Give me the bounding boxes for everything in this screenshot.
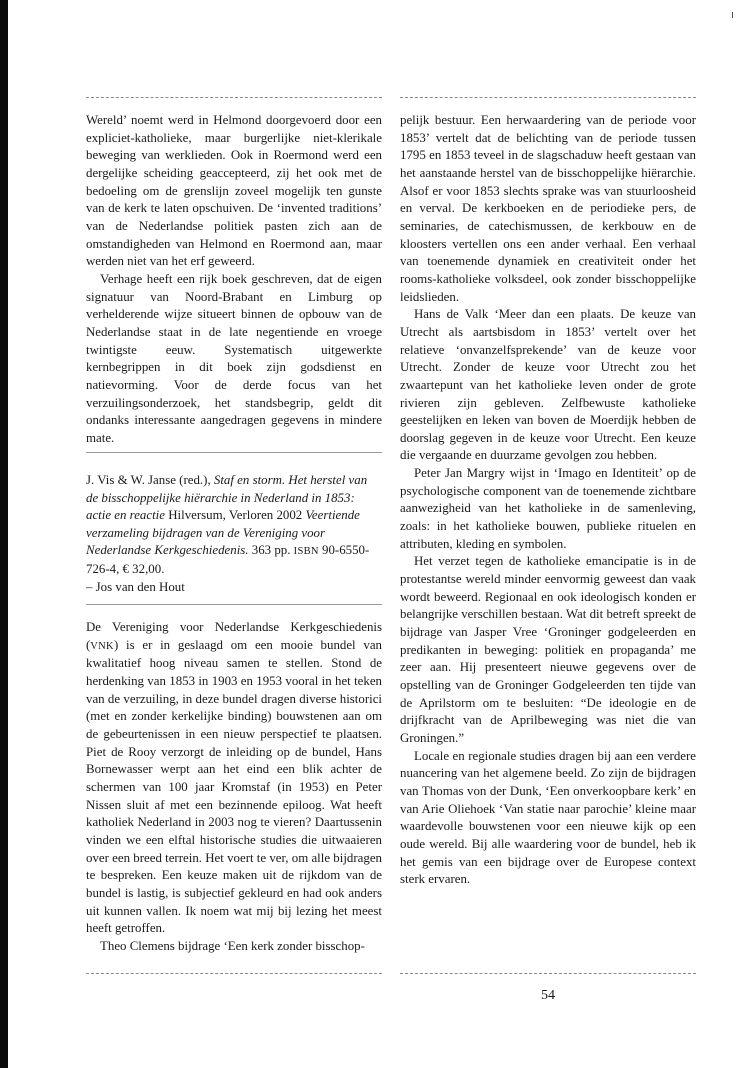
right-paragraph-4: Het verzet tegen de katholieke emancipatie is in de protestantse wereld minder eenvormig geweest dan vaak wordt beweerd. Regionaal en ook ideologisch konden er belangrijke verschillen bestaan. Wat dit betreft spreekt de bijdrage van Jasper Vree ‘Groninger godgeleerden en predikanten in beweging: politiek en propaganda’ me zeer aan. Hij presenteert nieuwe gegevens over de opstelling van de Groninger Godgeleerden ten tijde van de Aprilstorm om te besluiten: “De ideologie en de drijfkracht van de Aprilbeweging was niet die van Groningen.” xyxy=(400,554,696,745)
review1-tail xyxy=(86,112,382,447)
bottom-rule-right xyxy=(400,973,696,974)
page-number: 54 xyxy=(541,988,555,1003)
review2-publisher: Hilversum, Verloren 2002 xyxy=(168,508,303,523)
review2-isbn-price: 90-6550-726-4, € 32,00. xyxy=(86,543,370,576)
review2-p1-rest: ) is er in geslaagd om een mooie bundel van kwalitatief hoog niveau samen te stellen. Stond de herdenking van 1853 in 1903 en 1953 vooral in het teken van de verzuiling, in deze bundel dragen diverse historici (met en zonder kerkelijke binding) bouwstenen aan om de gebeurtenissen in een nieuw perspectief te plaatsen. Piet de Rooy verzorgt de inleiding op de bundel, Hans Bornewasser werpt aan het eind een blik achter de schermen van 100 jaar Kromstaf (in 1953) en Peter Nissen sluit af met een bezinnende epiloog. Wat heeft katholiek Nederland in 2003 nog te vieren? Daartussenin vinden we een elftal historische studies die uitwaaieren over een breed terrein. Het voert te ver, om alle bijdragen te bespreken. Een keuze maken uit de rijkdom van de bundel is lastig, is subjectief gekleurd en had ook anders uit kunnen vallen. Ik noem wat mij bij lezing het meest heeft getroffen. xyxy=(86,637,382,936)
right-paragraph-1: pelijk bestuur. Een herwaardering van de periode voor 1853’ vertelt dat de belichting van de periode tussen 1795 en 1853 teveel in de slagschaduw heeft gestaan van het aanstaande herstel van de bisschoppelijke hiërarchie. Alsof er voor 1853 slechts sprake was van stuurloosheid en verval. De kerkboeken en de periodieke pers, de seminaries, de catechismussen, de kerkbouw en de kloosters vertellen ons een ander verhaal. Een verhaal van toenemende dynamiek en creativiteit onder het rooms-katholieke volksdeel, ook zonder bisschoppelijke leidslieden. xyxy=(400,113,696,304)
review2-header xyxy=(86,472,382,596)
review2-authors: J. Vis & W. Janse (red.), xyxy=(86,473,211,487)
review-separator-1 xyxy=(86,452,382,453)
vnk-abbreviation: VNK xyxy=(90,640,114,652)
right-paragraph-3: Peter Jan Margry wijst in ‘Imago en Identiteit’ op de psychologische component van de toenemende zichtbare aanwezigheid van het katholieke in de samenleving, zoals: in het katholieke bouwen, publieke rituelen en attributen, kleding en symbolen. xyxy=(400,466,696,551)
review1-paragraph-2: Verhage heeft een rijk boek geschreven, dat de eigen signatuur van Noord-Brabant en Limburg op verhelderende wijze situeert binnen de opbouw van de Nederlandse staat in de late negentiende en vroege twintigste eeuw. Systematisch uitgewerkte kernbegrippen in dit boek zijn godsdienst en natievorming. Voor de derde focus van het verzuilingsonderzoek, het standsbegrip, geldt dit ondanks interessante aangedragen gegevens in mindere mate. xyxy=(86,271,382,445)
right-column xyxy=(400,112,696,889)
review2-isbn-label: ISBN xyxy=(293,546,319,558)
bottom-rule-left xyxy=(86,973,382,974)
review2-pages: 363 pp. xyxy=(251,543,291,558)
right-paragraph-2: Hans de Valk ‘Meer dan een plaats. De keuze van Utrecht als aartsbisdom in 1853’ vertelt over het relatieve ‘onvanzelfsprekende’ van de keuze voor Utrecht. Zonder de keuze voor Utrecht zou het zwaartepunt van het katholieke leven onder de grote rivieren zijn gebleven. Zelfbewuste katholieke geestelijken en leken van boven de Moerdijk hebben de doorslag gegeven in de keuze voor Utrecht. Een keuze die vergaande en duurzame gevolgen zou hebben. xyxy=(400,307,696,463)
review2-series: Veertiende verzameling bijdragen van de Vereniging voor Nederlandse Kerkgeschiedenis. xyxy=(86,508,360,558)
top-rule-right xyxy=(400,97,696,98)
page-binding-edge xyxy=(0,0,8,1068)
right-paragraph-5: Locale en regionale studies dragen bij aan een verdere nuancering van het algemene beeld. Zo zijn de bijdragen van Thomas von der Dunk, ‘Een onverkoopbare kerk’ en van Arie Oliehoek ‘Van statie naar parochie’ kleine maar waardevolle bouwstenen voor een nieuwe kijk op een oude wereld. Bij alle waardering voor de bundel, heb ik het gemis van een bijdrage over de Europese context sterk ervaren. xyxy=(400,748,696,887)
review-separator-2 xyxy=(86,604,382,605)
scan-corner-mark xyxy=(732,12,733,18)
top-rule-left xyxy=(86,97,382,98)
review2-citation xyxy=(86,472,382,579)
review2-paragraph-1 xyxy=(86,619,382,938)
review2-p1-start: De Vereniging voor Nederlandse Kerkgeschiedenis ( xyxy=(86,620,382,652)
review1-paragraph-1: Wereld’ noemt werd in Helmond doorgevoerd door een expliciet-katholieke, maar burgerlijke niet-klerikale beweging van werklieden. Ook in Roermond werd een dergelijke scheiding geaccepteerd, zij het ook met de bedoeling om de grenslijn zoveel mogelijk ten gunste van de kerk te laten opschuiven. De ‘invented traditions’ van de Nederlandse politiek pasten zich aan de omstandigheden van Helmond en Roermond aan, maar werden niet van het erf geweerd. xyxy=(86,113,382,269)
review2-body xyxy=(86,619,382,955)
review2-paragraph-2: Theo Clemens bijdrage ‘Een kerk zonder bisschop- xyxy=(100,938,365,953)
review2-book-title: Staf en storm. Het herstel van de bisschoppelijke hiërarchie in Nederland in 1853: actie en reactie xyxy=(86,473,368,523)
review2-reviewer: – Jos van den Hout xyxy=(86,579,185,594)
